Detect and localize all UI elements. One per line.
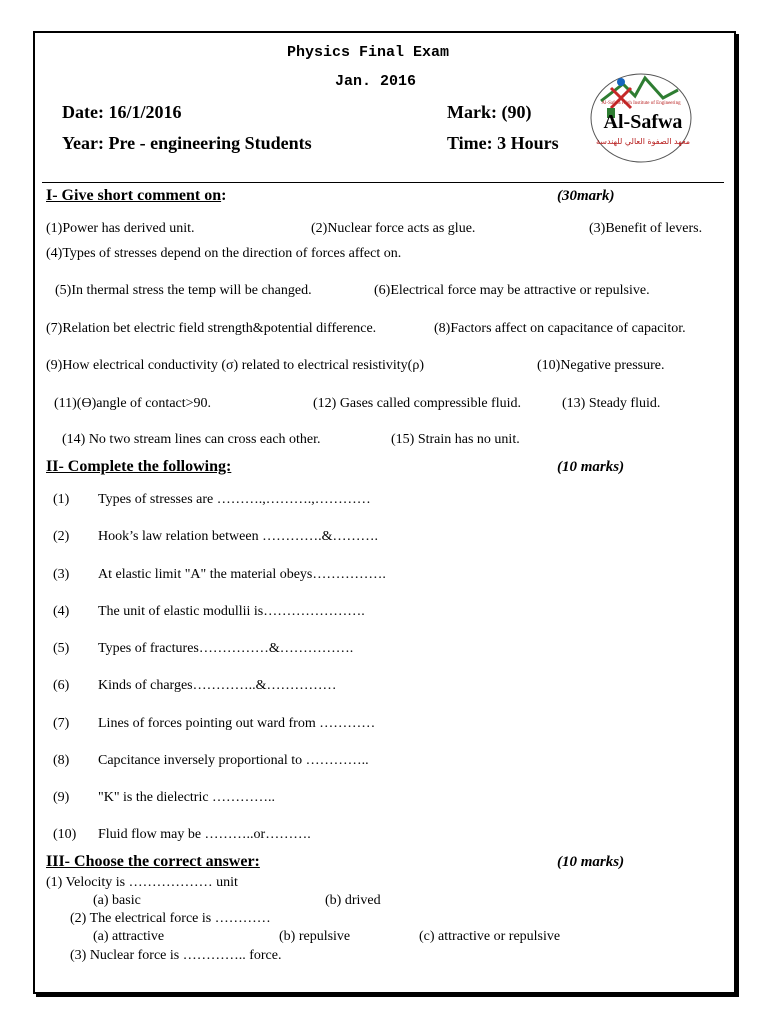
complete-item-text: Types of fractures……………&……………. bbox=[98, 641, 354, 656]
comment-item: (13) Steady fluid. bbox=[562, 396, 661, 411]
complete-item-text: Hook’s law relation between ………….&………. bbox=[98, 529, 378, 544]
complete-item-text: Types of stresses are ……….,……….,………… bbox=[98, 492, 371, 507]
complete-item-number: (5) bbox=[53, 641, 70, 656]
section-2-marks: (10 marks) bbox=[557, 459, 625, 475]
comment-item: (10)Negative pressure. bbox=[537, 358, 665, 373]
comment-item: (8)Factors affect on capacitance of capacitor. bbox=[434, 321, 686, 336]
comment-item: (5)In thermal stress the temp will be changed. bbox=[55, 283, 312, 298]
comment-item: (9)How electrical conductivity (σ) related to electrical resistivity(ρ) bbox=[46, 358, 424, 373]
choice-question: (1) Velocity is ……………… unit bbox=[46, 875, 238, 890]
exam-mark: Mark: (90) bbox=[447, 102, 532, 122]
complete-item-text: Fluid flow may be ………..or………. bbox=[98, 827, 311, 842]
choice-option: (c) attractive or repulsive bbox=[419, 929, 561, 944]
section-3-title: III- Choose the correct answer: bbox=[46, 853, 260, 870]
complete-item-text: Kinds of charges…………..&…………… bbox=[98, 678, 337, 693]
svg-text:Al-Safwa High Institute of Eng: Al-Safwa High Institute of Engineering bbox=[601, 101, 681, 106]
complete-item-number: (4) bbox=[53, 604, 70, 619]
choice-question: (3) Nuclear force is ………….. force. bbox=[70, 948, 282, 963]
choice-option: (a) attractive bbox=[93, 929, 165, 944]
exam-title: Physics Final Exam bbox=[287, 44, 450, 61]
complete-item-number: (2) bbox=[53, 529, 70, 544]
svg-text:Al-Safwa: Al-Safwa bbox=[603, 111, 683, 133]
comment-item: (3)Benefit of levers. bbox=[589, 221, 703, 236]
exam-time: Time: 3 Hours bbox=[447, 133, 559, 153]
complete-item-number: (3) bbox=[53, 567, 70, 582]
section-3-marks: (10 marks) bbox=[557, 854, 625, 870]
complete-item-number: (7) bbox=[53, 716, 70, 731]
comment-item: (7)Relation bet electric field strength&potential difference. bbox=[46, 321, 377, 336]
comment-item: (14) No two stream lines can cross each other. bbox=[62, 432, 321, 447]
choice-option: (b) drived bbox=[325, 893, 381, 908]
exam-year: Year: Pre - engineering Students bbox=[62, 133, 312, 153]
complete-item-number: (10) bbox=[53, 827, 77, 842]
header-divider bbox=[42, 182, 724, 183]
section-1-marks: (30mark) bbox=[557, 188, 615, 204]
comment-item: (12) Gases called compressible fluid. bbox=[313, 396, 521, 411]
comment-item: (2)Nuclear force acts as glue. bbox=[311, 221, 476, 236]
al-safwa-logo bbox=[583, 66, 701, 166]
choice-option: (b) repulsive bbox=[279, 929, 351, 944]
svg-text:معهد الصفوة العالي للهندسة: معهد الصفوة العالي للهندسة bbox=[595, 137, 691, 146]
section-2-title: II- Complete the following: bbox=[46, 458, 232, 475]
complete-item-text: Capcitance inversely proportional to ………….. bbox=[98, 753, 369, 768]
choice-question: (2) The electrical force is ………… bbox=[70, 911, 271, 926]
comment-item: (4)Types of stresses depend on the direction of forces affect on. bbox=[46, 246, 402, 261]
page-border bbox=[33, 31, 736, 994]
complete-item-text: The unit of elastic modullii is…………………. bbox=[98, 604, 365, 619]
complete-item-text: "K" is the dielectric ………….. bbox=[98, 790, 276, 805]
complete-item-text: At elastic limit "A" the material obeys……………. bbox=[98, 567, 386, 582]
comment-item: (11)(Ɵ)angle of contact>90. bbox=[54, 396, 212, 411]
exam-date-heading: Jan. 2016 bbox=[335, 73, 417, 90]
comment-item: (6)Electrical force may be attractive or repulsive. bbox=[374, 283, 650, 298]
section-1-title: I- Give short comment on: bbox=[46, 187, 227, 204]
complete-item-number: (8) bbox=[53, 753, 70, 768]
complete-item-number: (9) bbox=[53, 790, 70, 805]
exam-date: Date: 16/1/2016 bbox=[62, 102, 182, 122]
comment-item: (1)Power has derived unit. bbox=[46, 221, 195, 236]
complete-item-number: (1) bbox=[53, 492, 70, 507]
choice-option: (a) basic bbox=[93, 893, 141, 908]
complete-item-text: Lines of forces pointing out ward from ………… bbox=[98, 716, 376, 731]
comment-item: (15) Strain has no unit. bbox=[391, 432, 520, 447]
complete-item-number: (6) bbox=[53, 678, 70, 693]
